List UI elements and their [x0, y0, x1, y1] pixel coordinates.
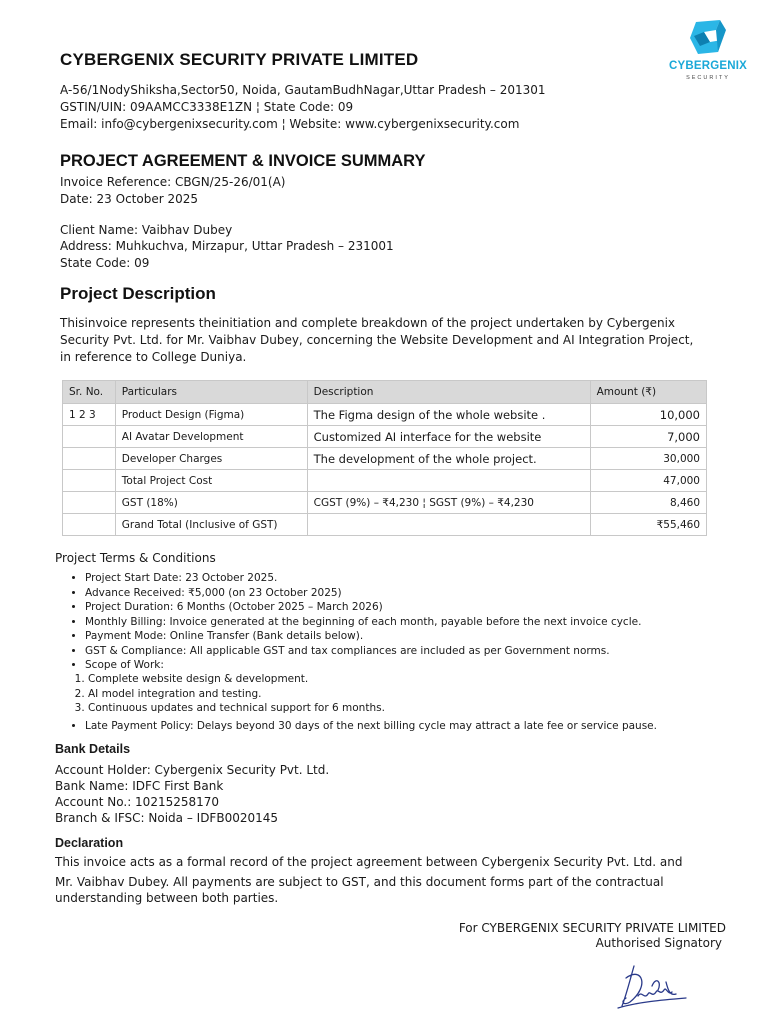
table-row: [63, 492, 707, 514]
table-row: [63, 448, 707, 470]
bank-name: Bank Name: IDFC First Bank: [55, 779, 224, 793]
client-name: Client Name: Vaibhav Dubey: [60, 223, 233, 237]
terms-list: [71, 571, 641, 673]
cell-sr: [63, 448, 116, 470]
list-item: • Scope of Work:: [85, 658, 641, 673]
header-amount: Amount (₹): [590, 381, 706, 404]
list-item: 2. AI model integration and testing.: [88, 687, 385, 702]
cell-sr: [63, 492, 116, 514]
client-state: State Code: 09: [60, 256, 150, 270]
header-description: Description: [307, 381, 590, 404]
cell-amount: 47,000: [590, 470, 706, 492]
bank-account: Account No.: 10215258170: [55, 795, 220, 809]
logo-name: CYBERGENIX: [668, 60, 748, 72]
project-line: in reference to College Duniya.: [60, 350, 247, 364]
company-name: CYBERGENIX SECURITY PRIVATE LIMITED: [60, 50, 419, 69]
logo-emblem-icon: [660, 16, 756, 60]
bank-holder: Account Holder: Cybergenix Security Pvt. Ltd.: [55, 763, 330, 777]
list-item: • Advance Received: ₹5,000 (on 23 October 2025): [85, 586, 641, 601]
cell-particular: AI Avatar Development: [115, 426, 307, 448]
cell-particular: Product Design (Figma): [115, 404, 307, 426]
list-item: 3. Continuous updates and technical support for 6 months.: [88, 701, 385, 716]
list-item: • Late Payment Policy: Delays beyond 30 days of the next billing cycle may attract a late fee or service pause.: [85, 719, 657, 734]
list-item: • Payment Mode: Online Transfer (Bank details below).: [85, 629, 641, 644]
project-heading: Project Description: [60, 284, 216, 303]
cell-sr: 1 2 3: [63, 404, 116, 426]
invoice-date: Date: 23 October 2025: [60, 192, 198, 206]
late-payment-list: [71, 719, 657, 734]
company-logo: [660, 16, 756, 88]
signatory-for: For CYBERGENIX SECURITY PRIVATE LIMITED: [458, 921, 726, 935]
bank-branch: Branch & IFSC: Noida – IDFB0020145: [55, 811, 279, 825]
cell-particular: Total Project Cost: [115, 470, 307, 492]
cell-sr: [63, 514, 116, 536]
cell-description: The Figma design of the whole website .: [307, 404, 590, 426]
cell-amount: 30,000: [590, 448, 706, 470]
company-contact: Email: info@cybergenixsecurity.com ¦ Website: www.cybergenixsecurity.com: [60, 117, 520, 131]
client-address: Address: Muhkuchva, Mirzapur, Uttar Pradesh – 231001: [60, 239, 394, 253]
invoice-reference: Invoice Reference: CBGN/25-26/01(A): [60, 175, 286, 189]
cell-amount: 8,460: [590, 492, 706, 514]
table-row: [63, 426, 707, 448]
list-item: • Project Start Date: 23 October 2025.: [85, 571, 641, 586]
signatory-title: Authorised Signatory: [595, 936, 722, 950]
cell-sr: [63, 426, 116, 448]
company-address: A-56/1NodyShiksha,Sector50, Noida, GautamBudhNagar,Uttar Pradesh – 201301: [60, 83, 546, 97]
cell-particular: Grand Total (Inclusive of GST): [115, 514, 307, 536]
logo-tagline: SECURITY: [686, 75, 730, 81]
terms-heading: Project Terms & Conditions: [55, 551, 216, 565]
cell-description: CGST (9%) – ₹4,230 ¦ SGST (9%) – ₹4,230: [307, 492, 590, 514]
table-row: [63, 470, 707, 492]
declaration-heading: Declaration: [55, 836, 124, 850]
invoice-table: [62, 380, 707, 536]
declaration-line: understanding between both parties.: [55, 891, 279, 905]
cell-description: Customized AI interface for the website: [307, 426, 590, 448]
table-header-row: [63, 381, 707, 404]
header-particulars: Particulars: [115, 381, 307, 404]
cell-sr: [63, 470, 116, 492]
bank-heading: Bank Details: [55, 742, 131, 756]
invoice-title: PROJECT AGREEMENT & INVOICE SUMMARY: [60, 152, 426, 170]
declaration-line: Mr. Vaibhav Dubey. All payments are subject to GST, and this document forms part of the contractual: [55, 875, 664, 889]
project-line: Security Pvt. Ltd. for Mr. Vaibhav Dubey, concerning the Website Development and AI Integration Project,: [60, 333, 694, 347]
list-item: • Project Duration: 6 Months (October 2025 – March 2026): [85, 600, 641, 615]
company-gstin: GSTIN/UIN: 09AAMCC3338E1ZN ¦ State Code: 09: [60, 100, 354, 114]
cell-amount: ₹55,460: [590, 514, 706, 536]
cell-description: [307, 470, 590, 492]
list-item: • GST & Compliance: All applicable GST and tax compliances are included as per Government norms.: [85, 644, 641, 659]
header-sr-no: Sr. No.: [63, 381, 116, 404]
cell-particular: GST (18%): [115, 492, 307, 514]
list-item: 1. Complete website design & development.: [88, 672, 385, 687]
cell-amount: 7,000: [590, 426, 706, 448]
declaration-line: This invoice acts as a formal record of the project agreement between Cybergenix Security Pvt. Ltd. and: [55, 855, 683, 869]
scope-list: [74, 672, 385, 716]
cell-amount: 10,000: [590, 404, 706, 426]
cell-particular: Developer Charges: [115, 448, 307, 470]
project-line: Thisinvoice represents theinitiation and complete breakdown of the project undertaken by Cybergenix: [60, 316, 676, 330]
table-row: [63, 514, 707, 536]
project-description: [60, 315, 700, 366]
list-item: • Monthly Billing: Invoice generated at the beginning of each month, payable before the next invoice cycle.: [85, 615, 641, 630]
signature-icon: [612, 956, 692, 1012]
cell-description: [307, 514, 590, 536]
cell-description: The development of the whole project.: [307, 448, 590, 470]
table-row: [63, 404, 707, 426]
